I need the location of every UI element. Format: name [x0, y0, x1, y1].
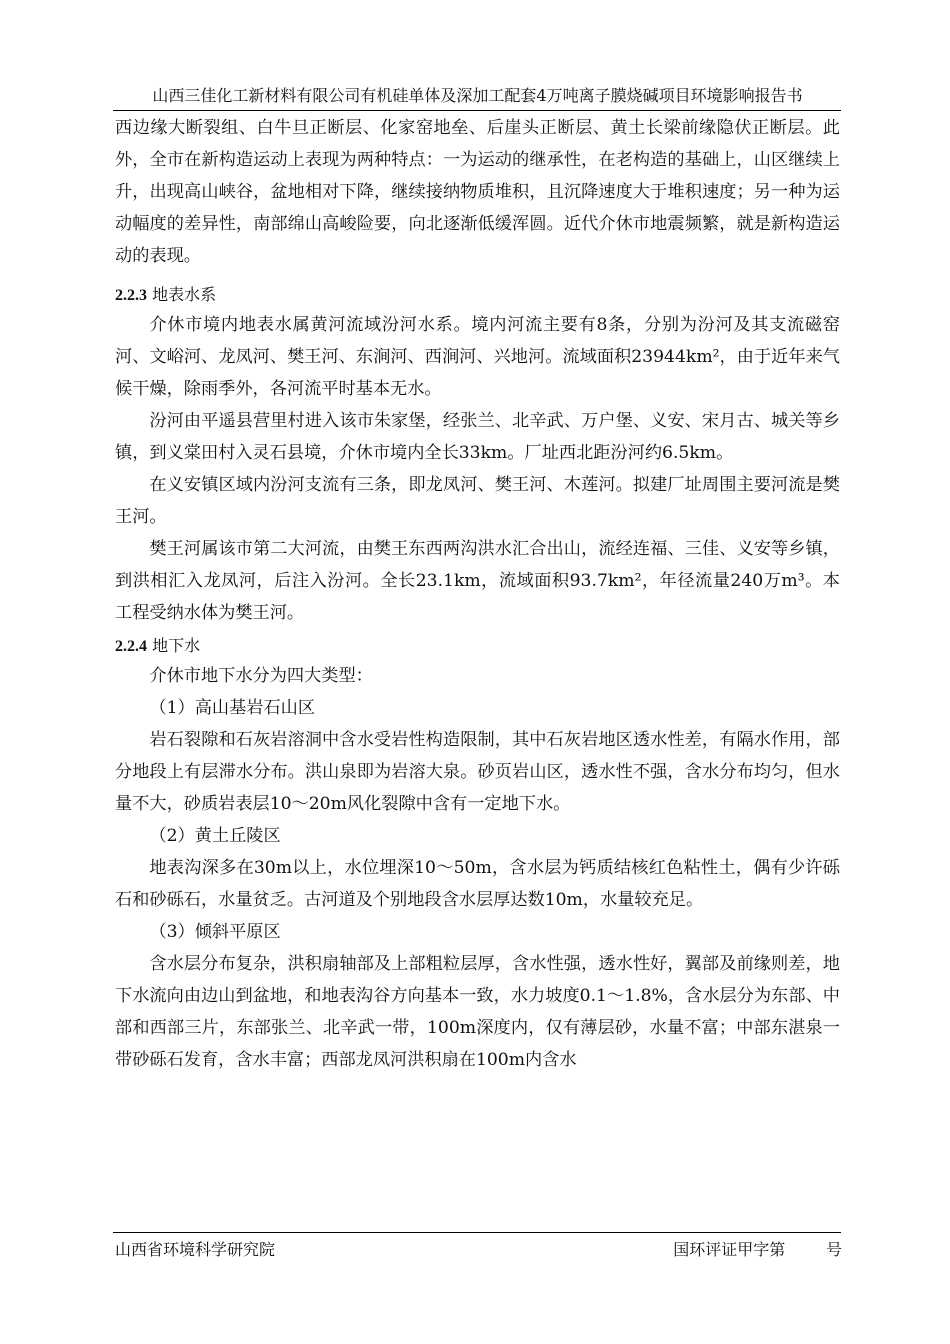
- intro-paragraph: 西边缘大断裂组、白牛旦正断层、化家窑地垒、后崖头正断层、黄土长梁前缘隐伏正断层。此外，全市在新构造运动上表现为两种特点：一为运动的继承性，在老构造的基础上，山区继续上升，出现高山峡谷，盆地相对下降，继续接纳物质堆积，且沉降速度大于堆积速度；另一种为运动幅度的差异性，南部绵山高峻险要，向北逐渐低缓浑圆。近代介休市地震频繁，就是新构造运动的表现。: [115, 118, 840, 266]
- footer-certificate: 国环评证甲字第 号: [673, 1240, 842, 1259]
- footer-rule: [113, 1232, 841, 1233]
- header-rule: [113, 110, 841, 111]
- spacer: [115, 272, 840, 278]
- section-number: 2.2.3: [115, 287, 147, 304]
- groundwater-paragraph-2: 岩石裂隙和石灰岩溶洞中含水受岩性构造限制，其中石灰岩地区透水性差，有隔水作用，部分地段上有层滞水分布。洪山泉即为岩溶大泉。砂页岩山区，透水性不强，含水分布均匀，但水量不大，砂质岩表层10～20m风化裂隙中含有一定地下水。: [115, 730, 840, 814]
- section-heading-2-2-4: [115, 633, 840, 660]
- groundwater-paragraph-1: 介休市地下水分为四大类型：: [149, 666, 373, 686]
- section-title: 地下水: [147, 636, 201, 655]
- groundwater-type-1: （1）高山基岩石山区: [149, 698, 316, 718]
- groundwater-type-3: （3）倾斜平原区: [149, 922, 281, 942]
- section-title: 地表水系: [147, 285, 217, 304]
- surface-water-paragraph-1: 介休市境内地表水属黄河流域汾河水系。境内河流主要有8条，分别为汾河及其支流磁窑河、文峪河、龙凤河、樊王河、东涧河、西涧河、兴地河。流域面积23944km²，由于近年来气候干燥，除雨季外，各河流平时基本无水。: [115, 315, 840, 399]
- surface-water-paragraph-3: 在义安镇区域内汾河支流有三条，即龙凤河、樊王河、木莲河。拟建厂址周围主要河流是樊王河。: [115, 475, 840, 527]
- page-content: [115, 112, 840, 1076]
- footer-institute: 山西省环境科学研究院: [115, 1240, 276, 1259]
- page-header: 山西三佳化工新材料有限公司有机硅单体及深加工配套4万吨离子膜烧碱项目环境影响报告书: [152, 86, 803, 105]
- surface-water-paragraph-4: 樊王河属该市第二大河流，由樊王东西两沟洪水汇合出山，流经连福、三佳、义安等乡镇，到洪相汇入龙凤河，后注入汾河。全长23.1km，流域面积93.7km²，年径流量240万m³。本工程受纳水体为樊王河。: [115, 539, 840, 623]
- groundwater-paragraph-3: 地表沟深多在30m以上，水位埋深10～50m，含水层为钙质结核红色粘性土，偶有少许砾石和砂砾石，水量贫乏。古河道及个别地段含水层厚达数10m，水量较充足。: [115, 858, 840, 910]
- groundwater-type-2: （2）黄土丘陵区: [149, 826, 281, 846]
- groundwater-paragraph-4: 含水层分布复杂，洪积扇轴部及上部粗粒层厚，含水性强，透水性好，翼部及前缘则差，地下水流向由边山到盆地，和地表沟谷方向基本一致，水力坡度0.1～1.8%，含水层分为东部、中部和西部三片，东部张兰、北辛武一带，100m深度内，仅有薄层砂，水量不富；中部东湛泉一带砂砾石发育，含水丰富；西部龙凤河洪积扇在100m内含水: [115, 954, 840, 1070]
- section-number: 2.2.4: [115, 638, 147, 655]
- section-heading-2-2-3: [115, 282, 840, 309]
- surface-water-paragraph-2: 汾河由平遥县营里村进入该市朱家堡，经张兰、北辛武、万户堡、义安、宋月古、城关等乡镇，到义棠田村入灵石县境，介休市境内全长33km。厂址西北距汾河约6.5km。: [115, 411, 840, 463]
